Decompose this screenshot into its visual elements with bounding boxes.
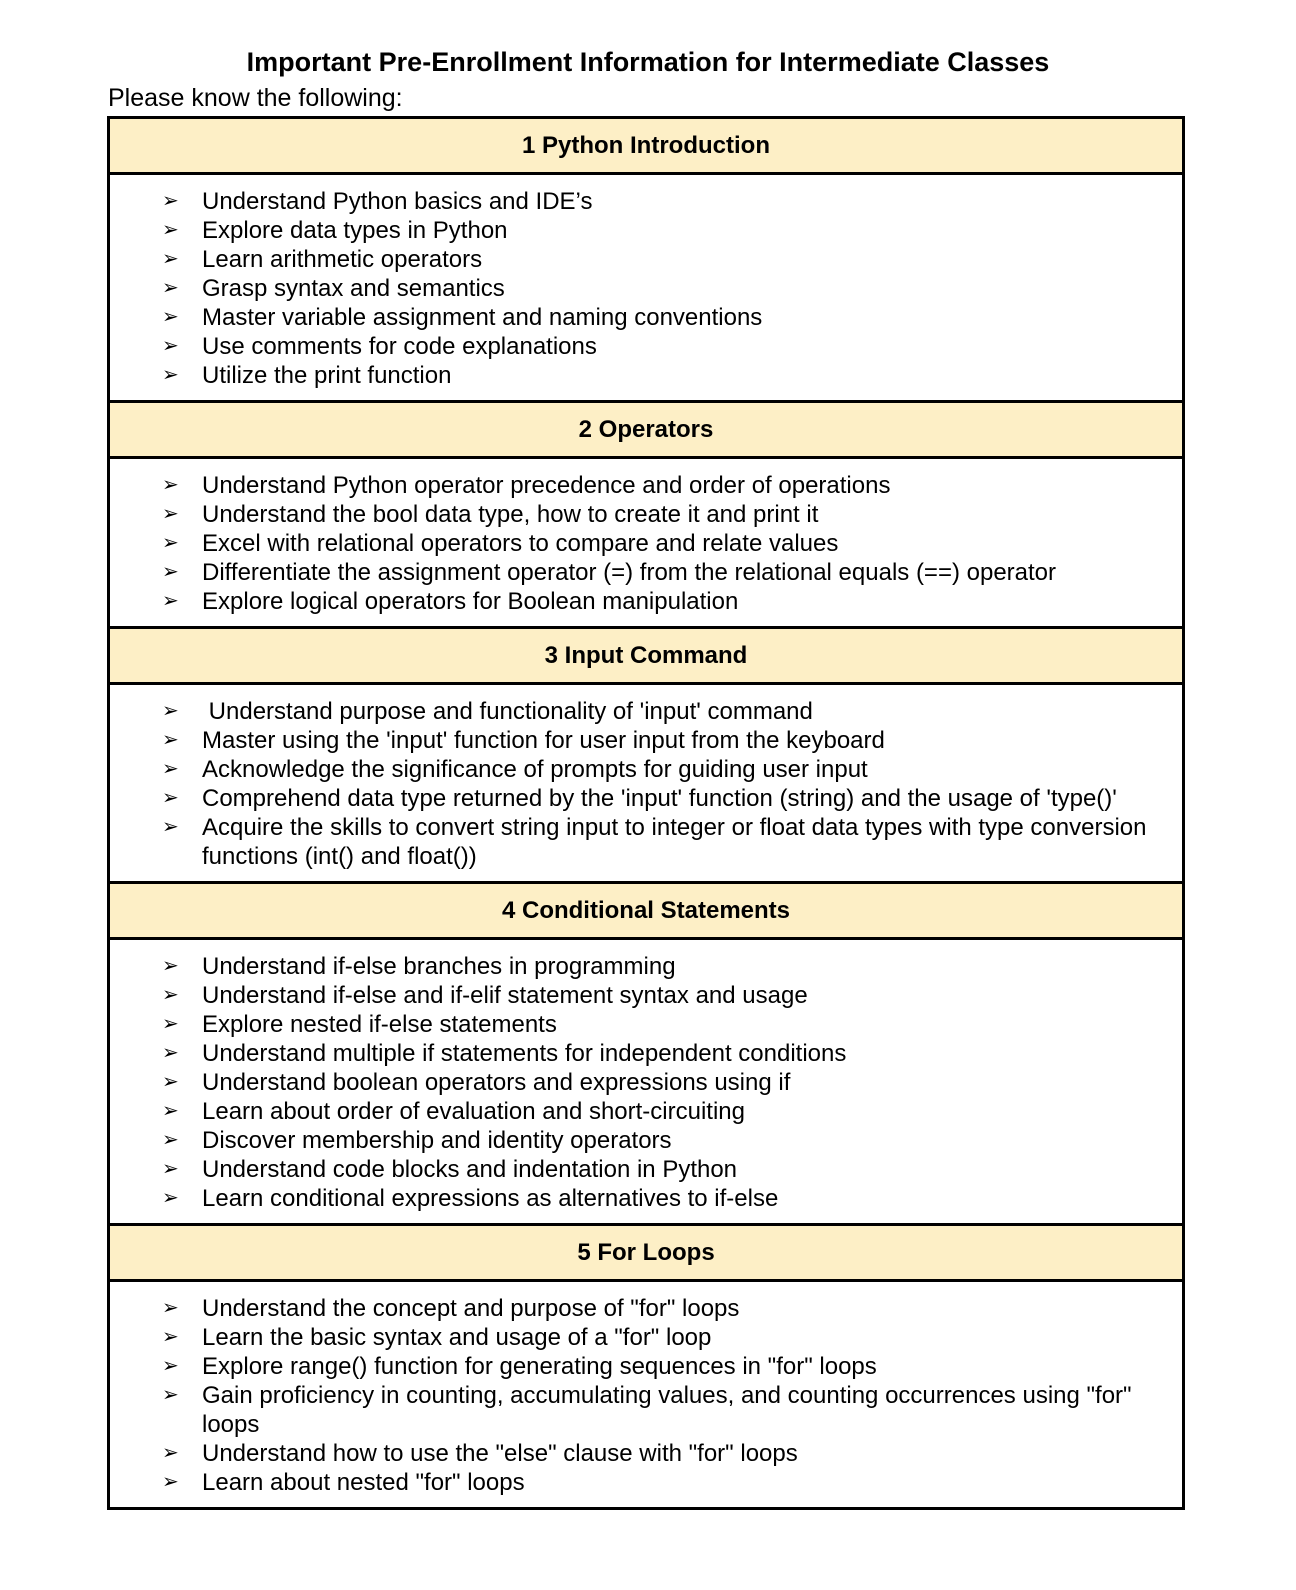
topic-text: Understand boolean operators and expressions using if <box>202 1069 791 1096</box>
arrowhead-bullet-icon: ➢ <box>162 335 179 357</box>
syllabus-section <box>110 884 1182 1226</box>
topic-text: Discover membership and identity operators <box>202 1127 672 1154</box>
topic-item <box>110 1439 1182 1468</box>
topic-item <box>110 1323 1182 1352</box>
topic-text: Learn the basic syntax and usage of a "for" loop <box>202 1324 712 1351</box>
arrowhead-bullet-icon: ➢ <box>162 306 179 328</box>
section-title: 4 Conditional Statements <box>110 884 1182 940</box>
section-body <box>110 459 1182 629</box>
arrowhead-bullet-icon: ➢ <box>162 561 179 583</box>
arrowhead-bullet-icon: ➢ <box>162 1042 179 1064</box>
arrowhead-bullet-icon: ➢ <box>162 1071 179 1093</box>
arrowhead-bullet-icon: ➢ <box>162 984 179 1006</box>
topic-item <box>110 1352 1182 1381</box>
topic-text: Explore data types in Python <box>202 217 508 244</box>
syllabus-section <box>110 629 1182 884</box>
topic-text: Learn conditional expressions as alternatives to if-else <box>202 1185 779 1212</box>
syllabus-section <box>110 1226 1182 1507</box>
topic-text: Understand multiple if statements for independent conditions <box>202 1040 847 1067</box>
topic-item <box>110 471 1182 500</box>
topic-text: Use comments for code explanations <box>202 333 597 360</box>
section-title: 3 Input Command <box>110 629 1182 685</box>
topic-text: Excel with relational operators to compare and relate values <box>202 530 839 557</box>
arrowhead-bullet-icon: ➢ <box>162 1100 179 1122</box>
topic-item <box>110 216 1182 245</box>
arrowhead-bullet-icon: ➢ <box>162 1384 179 1406</box>
arrowhead-bullet-icon: ➢ <box>162 190 179 212</box>
intro-text: Please know the following: <box>108 84 403 112</box>
topic-item <box>110 500 1182 529</box>
topic-item <box>110 361 1182 390</box>
topic-text: Acknowledge the significance of prompts for guiding user input <box>202 756 868 783</box>
topic-item <box>110 813 1182 871</box>
topic-text: Gain proficiency in counting, accumulating values, and counting occurrences using "for" loops <box>202 1382 1139 1438</box>
topic-text: Explore logical operators for Boolean manipulation <box>202 588 739 615</box>
topic-list <box>110 1294 1182 1497</box>
topic-item <box>110 1294 1182 1323</box>
topic-text: Understand Python basics and IDE’s <box>202 188 593 215</box>
arrowhead-bullet-icon: ➢ <box>162 1355 179 1377</box>
topic-text: Understand the bool data type, how to create it and print it <box>202 501 819 528</box>
topic-item <box>110 981 1182 1010</box>
arrowhead-bullet-icon: ➢ <box>162 474 179 496</box>
topic-list <box>110 952 1182 1213</box>
topic-text: Utilize the print function <box>202 362 452 389</box>
topic-text: Explore range() function for generating sequences in "for" loops <box>202 1353 877 1380</box>
section-title: 5 For Loops <box>110 1226 1182 1282</box>
arrowhead-bullet-icon: ➢ <box>162 1129 179 1151</box>
topic-item <box>110 1381 1182 1439</box>
arrowhead-bullet-icon: ➢ <box>162 277 179 299</box>
topic-text: Understand if-else and if-elif statement syntax and usage <box>202 982 808 1009</box>
arrowhead-bullet-icon: ➢ <box>162 1158 179 1180</box>
topic-item <box>110 697 1182 726</box>
topic-item <box>110 303 1182 332</box>
arrowhead-bullet-icon: ➢ <box>162 503 179 525</box>
arrowhead-bullet-icon: ➢ <box>162 758 179 780</box>
topic-item <box>110 952 1182 981</box>
topic-item <box>110 245 1182 274</box>
topic-item <box>110 1010 1182 1039</box>
topic-item <box>110 784 1182 813</box>
arrowhead-bullet-icon: ➢ <box>162 1442 179 1464</box>
section-body <box>110 1282 1182 1507</box>
topic-list <box>110 187 1182 390</box>
topic-item <box>110 558 1182 587</box>
topic-item <box>110 1039 1182 1068</box>
topic-text: Grasp syntax and semantics <box>202 275 505 302</box>
arrowhead-bullet-icon: ➢ <box>162 787 179 809</box>
syllabus-section <box>110 119 1182 403</box>
topic-item <box>110 274 1182 303</box>
topic-text: Differentiate the assignment operator (=) from the relational equals (==) operator <box>202 559 1057 586</box>
topic-text: Comprehend data type returned by the 'input' function (string) and the usage of 'type()' <box>202 785 1117 812</box>
arrowhead-bullet-icon: ➢ <box>162 1471 179 1493</box>
section-body <box>110 940 1182 1226</box>
topic-text: Master variable assignment and naming conventions <box>202 304 763 331</box>
arrowhead-bullet-icon: ➢ <box>162 1297 179 1319</box>
topic-text: Understand how to use the "else" clause with "for" loops <box>202 1440 798 1467</box>
topic-item <box>110 187 1182 216</box>
topic-list <box>110 697 1182 871</box>
topic-text: Learn arithmetic operators <box>202 246 483 273</box>
topic-text: Learn about nested "for" loops <box>202 1469 525 1496</box>
arrowhead-bullet-icon: ➢ <box>162 955 179 977</box>
arrowhead-bullet-icon: ➢ <box>162 364 179 386</box>
section-title: 2 Operators <box>110 403 1182 459</box>
section-title: 1 Python Introduction <box>110 119 1182 175</box>
topic-item <box>110 755 1182 784</box>
topic-text: Understand Python operator precedence and order of operations <box>202 472 891 499</box>
topic-item <box>110 587 1182 616</box>
syllabus-section <box>110 403 1182 629</box>
arrowhead-bullet-icon: ➢ <box>162 219 179 241</box>
topic-item <box>110 726 1182 755</box>
topic-text: Understand code blocks and indentation in Python <box>202 1156 738 1183</box>
section-body <box>110 685 1182 884</box>
topic-text: Understand purpose and functionality of 'input' command <box>202 698 813 725</box>
arrowhead-bullet-icon: ➢ <box>162 1326 179 1348</box>
topic-item <box>110 529 1182 558</box>
topic-item <box>110 332 1182 361</box>
topic-text: Master using the 'input' function for user input from the keyboard <box>202 727 885 754</box>
arrowhead-bullet-icon: ➢ <box>162 590 179 612</box>
arrowhead-bullet-icon: ➢ <box>162 729 179 751</box>
topic-item <box>110 1468 1182 1497</box>
topic-text: Understand the concept and purpose of "for" loops <box>202 1295 740 1322</box>
topic-item <box>110 1155 1182 1184</box>
topic-item <box>110 1126 1182 1155</box>
section-body <box>110 175 1182 403</box>
topic-item <box>110 1184 1182 1213</box>
topic-text: Understand if-else branches in programming <box>202 953 676 980</box>
arrowhead-bullet-icon: ➢ <box>162 248 179 270</box>
arrowhead-bullet-icon: ➢ <box>162 816 179 838</box>
topic-text: Acquire the skills to convert string input to integer or float data types with type conversion functions (int() and float()) <box>202 814 1154 870</box>
arrowhead-bullet-icon: ➢ <box>162 1013 179 1035</box>
topic-text: Learn about order of evaluation and short-circuiting <box>202 1098 745 1125</box>
topic-item <box>110 1097 1182 1126</box>
arrowhead-bullet-icon: ➢ <box>162 700 179 722</box>
topic-list <box>110 471 1182 616</box>
syllabus-table <box>107 116 1185 1510</box>
topic-item <box>110 1068 1182 1097</box>
document-title: Important Pre-Enrollment Information for Intermediate Classes <box>246 47 1050 77</box>
topic-text: Explore nested if-else statements <box>202 1011 557 1038</box>
arrowhead-bullet-icon: ➢ <box>162 532 179 554</box>
arrowhead-bullet-icon: ➢ <box>162 1187 179 1209</box>
